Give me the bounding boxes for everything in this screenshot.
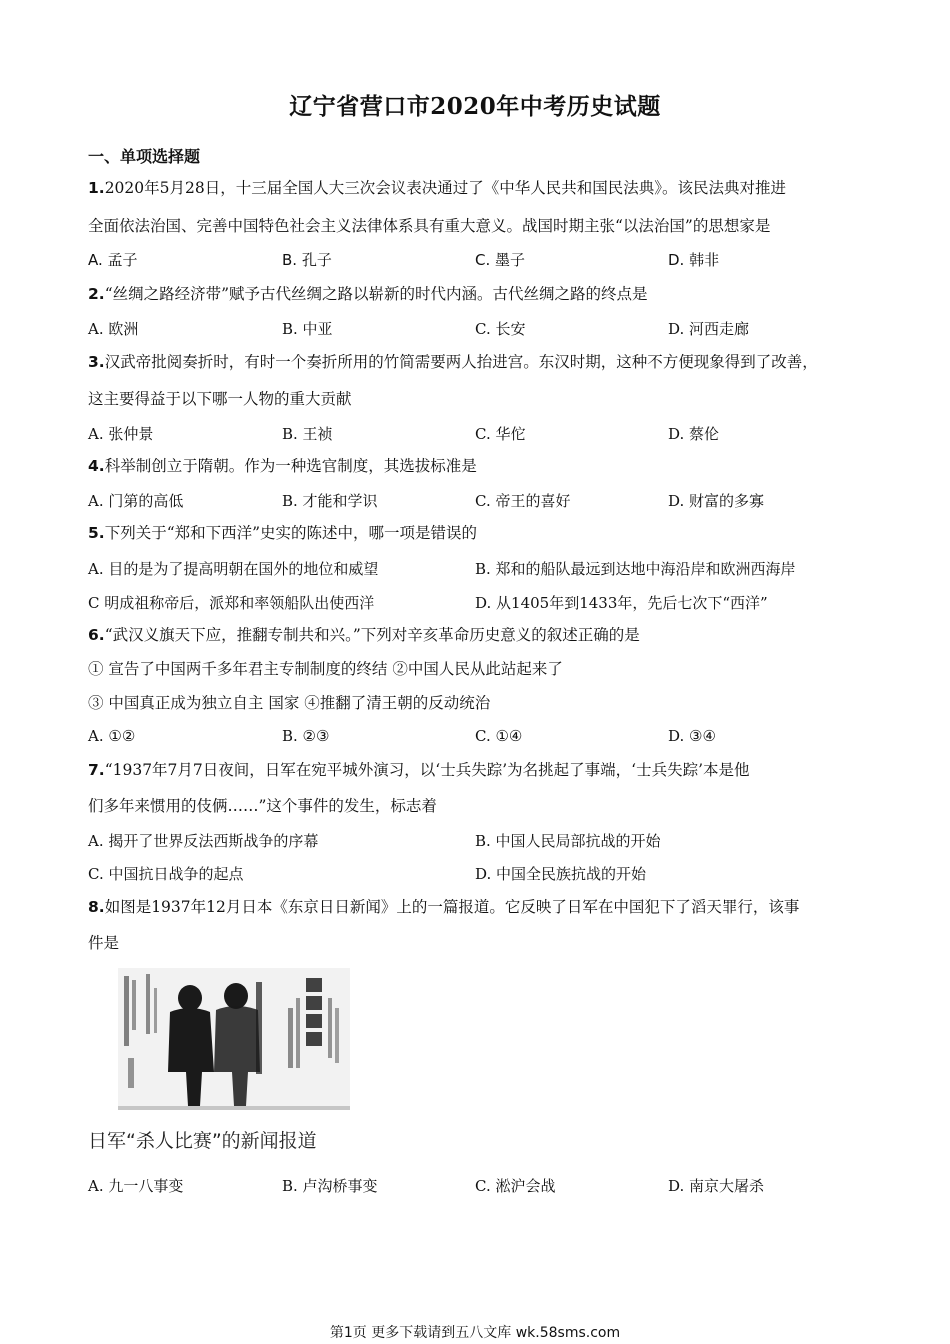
q6-option-d[interactable]: D. ③④ (668, 727, 716, 745)
question-3-line-1 (88, 352, 818, 372)
question-text: 如图是1937年12月日本《东京日日新闻》上的一篇报道。它反映了日军在中国犯下了滔天罪行，该事 (104, 898, 800, 916)
q3-option-c[interactable]: C. 华佗 (475, 425, 526, 443)
question-7-line-2: 们多年来惯用的伎俩……”这个事件的发生，标志着 (88, 797, 437, 815)
q1-option-b[interactable]: B. 孔子 (282, 251, 332, 269)
q5-option-a[interactable]: A. 目的是为了提高明朝在国外的地位和威望 (88, 560, 379, 578)
question-number: 1. (88, 179, 105, 197)
q2-option-d[interactable]: D. 河西走廊 (668, 320, 750, 338)
question-text: 汉武帝批阅奏折时，有时一个奏折所用的竹简需要两人抬进宫。东汉时期，这种不方便现象得到了改善， (104, 353, 818, 371)
page-footer: 第1页 更多下载请到五八文库 wk.58sms.com (329, 1325, 621, 1341)
question-text: 科举制创立于隋朝。作为一种选官制度，其选拔标准是 (104, 457, 477, 475)
q1-option-d[interactable]: D. 韩非 (668, 251, 720, 269)
q1-option-a[interactable]: A. 孟子 (88, 251, 138, 269)
q3-option-d[interactable]: D. 蔡伦 (668, 425, 720, 443)
question-text: 下列关于“郑和下西洋”史实的陈述中，哪一项是错误的 (104, 524, 478, 542)
question-text: “武汉义旗天下应，推翻专制共和兴。”下列对辛亥革命历史意义的叙述正确的是 (104, 626, 640, 644)
question-1-line-2: 全面依法治国、完善中国特色社会主义法律体系具有重大意义。战国时期主张“以法治国”的思想家是 (88, 217, 771, 235)
question-number: 4. (88, 457, 105, 475)
q2-option-c[interactable]: C. 长安 (475, 320, 526, 338)
q7-option-b[interactable]: B. 中国人民局部抗战的开始 (475, 832, 661, 850)
q4-option-b[interactable]: B. 才能和学识 (282, 492, 378, 510)
q7-option-a[interactable]: A. 揭开了世界反法西斯战争的序幕 (88, 832, 319, 850)
question-6-line-1 (88, 625, 640, 645)
q8-option-d[interactable]: D. 南京大屠杀 (668, 1177, 765, 1195)
q3-option-a[interactable]: A. 张仲景 (88, 425, 154, 443)
q1-option-c[interactable]: C. 墨子 (475, 251, 526, 269)
page-title: 辽宁省营口市2020年中考历史试题 (289, 93, 661, 120)
q7-option-c[interactable]: C. 中国抗日战争的起点 (88, 865, 244, 883)
q5-option-d[interactable]: D. 从1405年到1433年，先后七次下“西洋” (475, 594, 768, 612)
question-8-line-1 (88, 897, 799, 917)
question-4-line-1 (88, 456, 477, 476)
q3-option-b[interactable]: B. 王祯 (282, 425, 333, 443)
question-3-line-2: 这主要得益于以下哪一人物的重大贡献 (88, 390, 352, 408)
q2-option-a[interactable]: A. 欧洲 (88, 320, 139, 338)
q4-option-c[interactable]: C. 帝王的喜好 (475, 492, 571, 510)
q5-option-b[interactable]: B. 郑和的船队最远到达地中海沿岸和欧洲西海岸 (475, 560, 796, 578)
question-8-line-2: 件是 (88, 934, 120, 952)
question-number: 7. (88, 761, 105, 779)
question-text: “丝绸之路经济带”赋予古代丝绸之路以崭新的时代内涵。古代丝绸之路的终点是 (104, 285, 648, 303)
question-6-item-1: ① 宣告了中国两千多年君主专制制度的终结 ②中国人民从此站起来了 (88, 660, 563, 678)
photo-caption: 日军“杀人比赛”的新闻报道 (88, 1130, 317, 1152)
q6-option-c[interactable]: C. ①④ (475, 727, 523, 745)
question-number: 2. (88, 285, 105, 303)
question-number: 5. (88, 524, 105, 542)
question-5-line-1 (88, 523, 477, 543)
q8-option-c[interactable]: C. 淞沪会战 (475, 1177, 556, 1195)
question-number: 3. (88, 353, 105, 371)
newspaper-photo (118, 968, 350, 1110)
question-number: 8. (88, 898, 105, 916)
question-2-line-1 (88, 284, 648, 304)
q5-option-c[interactable]: C 明成祖称帝后，派郑和率领船队出使西洋 (88, 594, 375, 612)
question-6-item-2: ③ 中国真正成为独立自主 国家 ④推翻了清王朝的反动统治 (88, 694, 491, 712)
question-text: “1937年7月7日夜间，日军在宛平城外演习，以‘士兵失踪’为名挑起了事端，‘士兵失踪’本是他 (104, 761, 750, 779)
question-number: 6. (88, 626, 105, 644)
q6-option-a[interactable]: A. ①② (88, 727, 136, 745)
q7-option-d[interactable]: D. 中国全民族抗战的开始 (475, 865, 647, 883)
q2-option-b[interactable]: B. 中亚 (282, 320, 333, 338)
q6-option-b[interactable]: B. ②③ (282, 727, 330, 745)
q8-option-b[interactable]: B. 卢沟桥事变 (282, 1177, 378, 1195)
question-7-line-1 (88, 760, 750, 780)
question-text: 2020年5月28日，十三届全国人大三次会议表决通过了《中华人民共和国民法典》。该民法典对推进 (104, 179, 786, 197)
q4-option-d[interactable]: D. 财富的多寡 (668, 492, 765, 510)
question-1-line-1 (88, 178, 786, 198)
section-heading: 一、单项选择题 (88, 147, 201, 166)
q8-option-a[interactable]: A. 九一八事变 (88, 1177, 184, 1195)
q4-option-a[interactable]: A. 门第的高低 (88, 492, 184, 510)
